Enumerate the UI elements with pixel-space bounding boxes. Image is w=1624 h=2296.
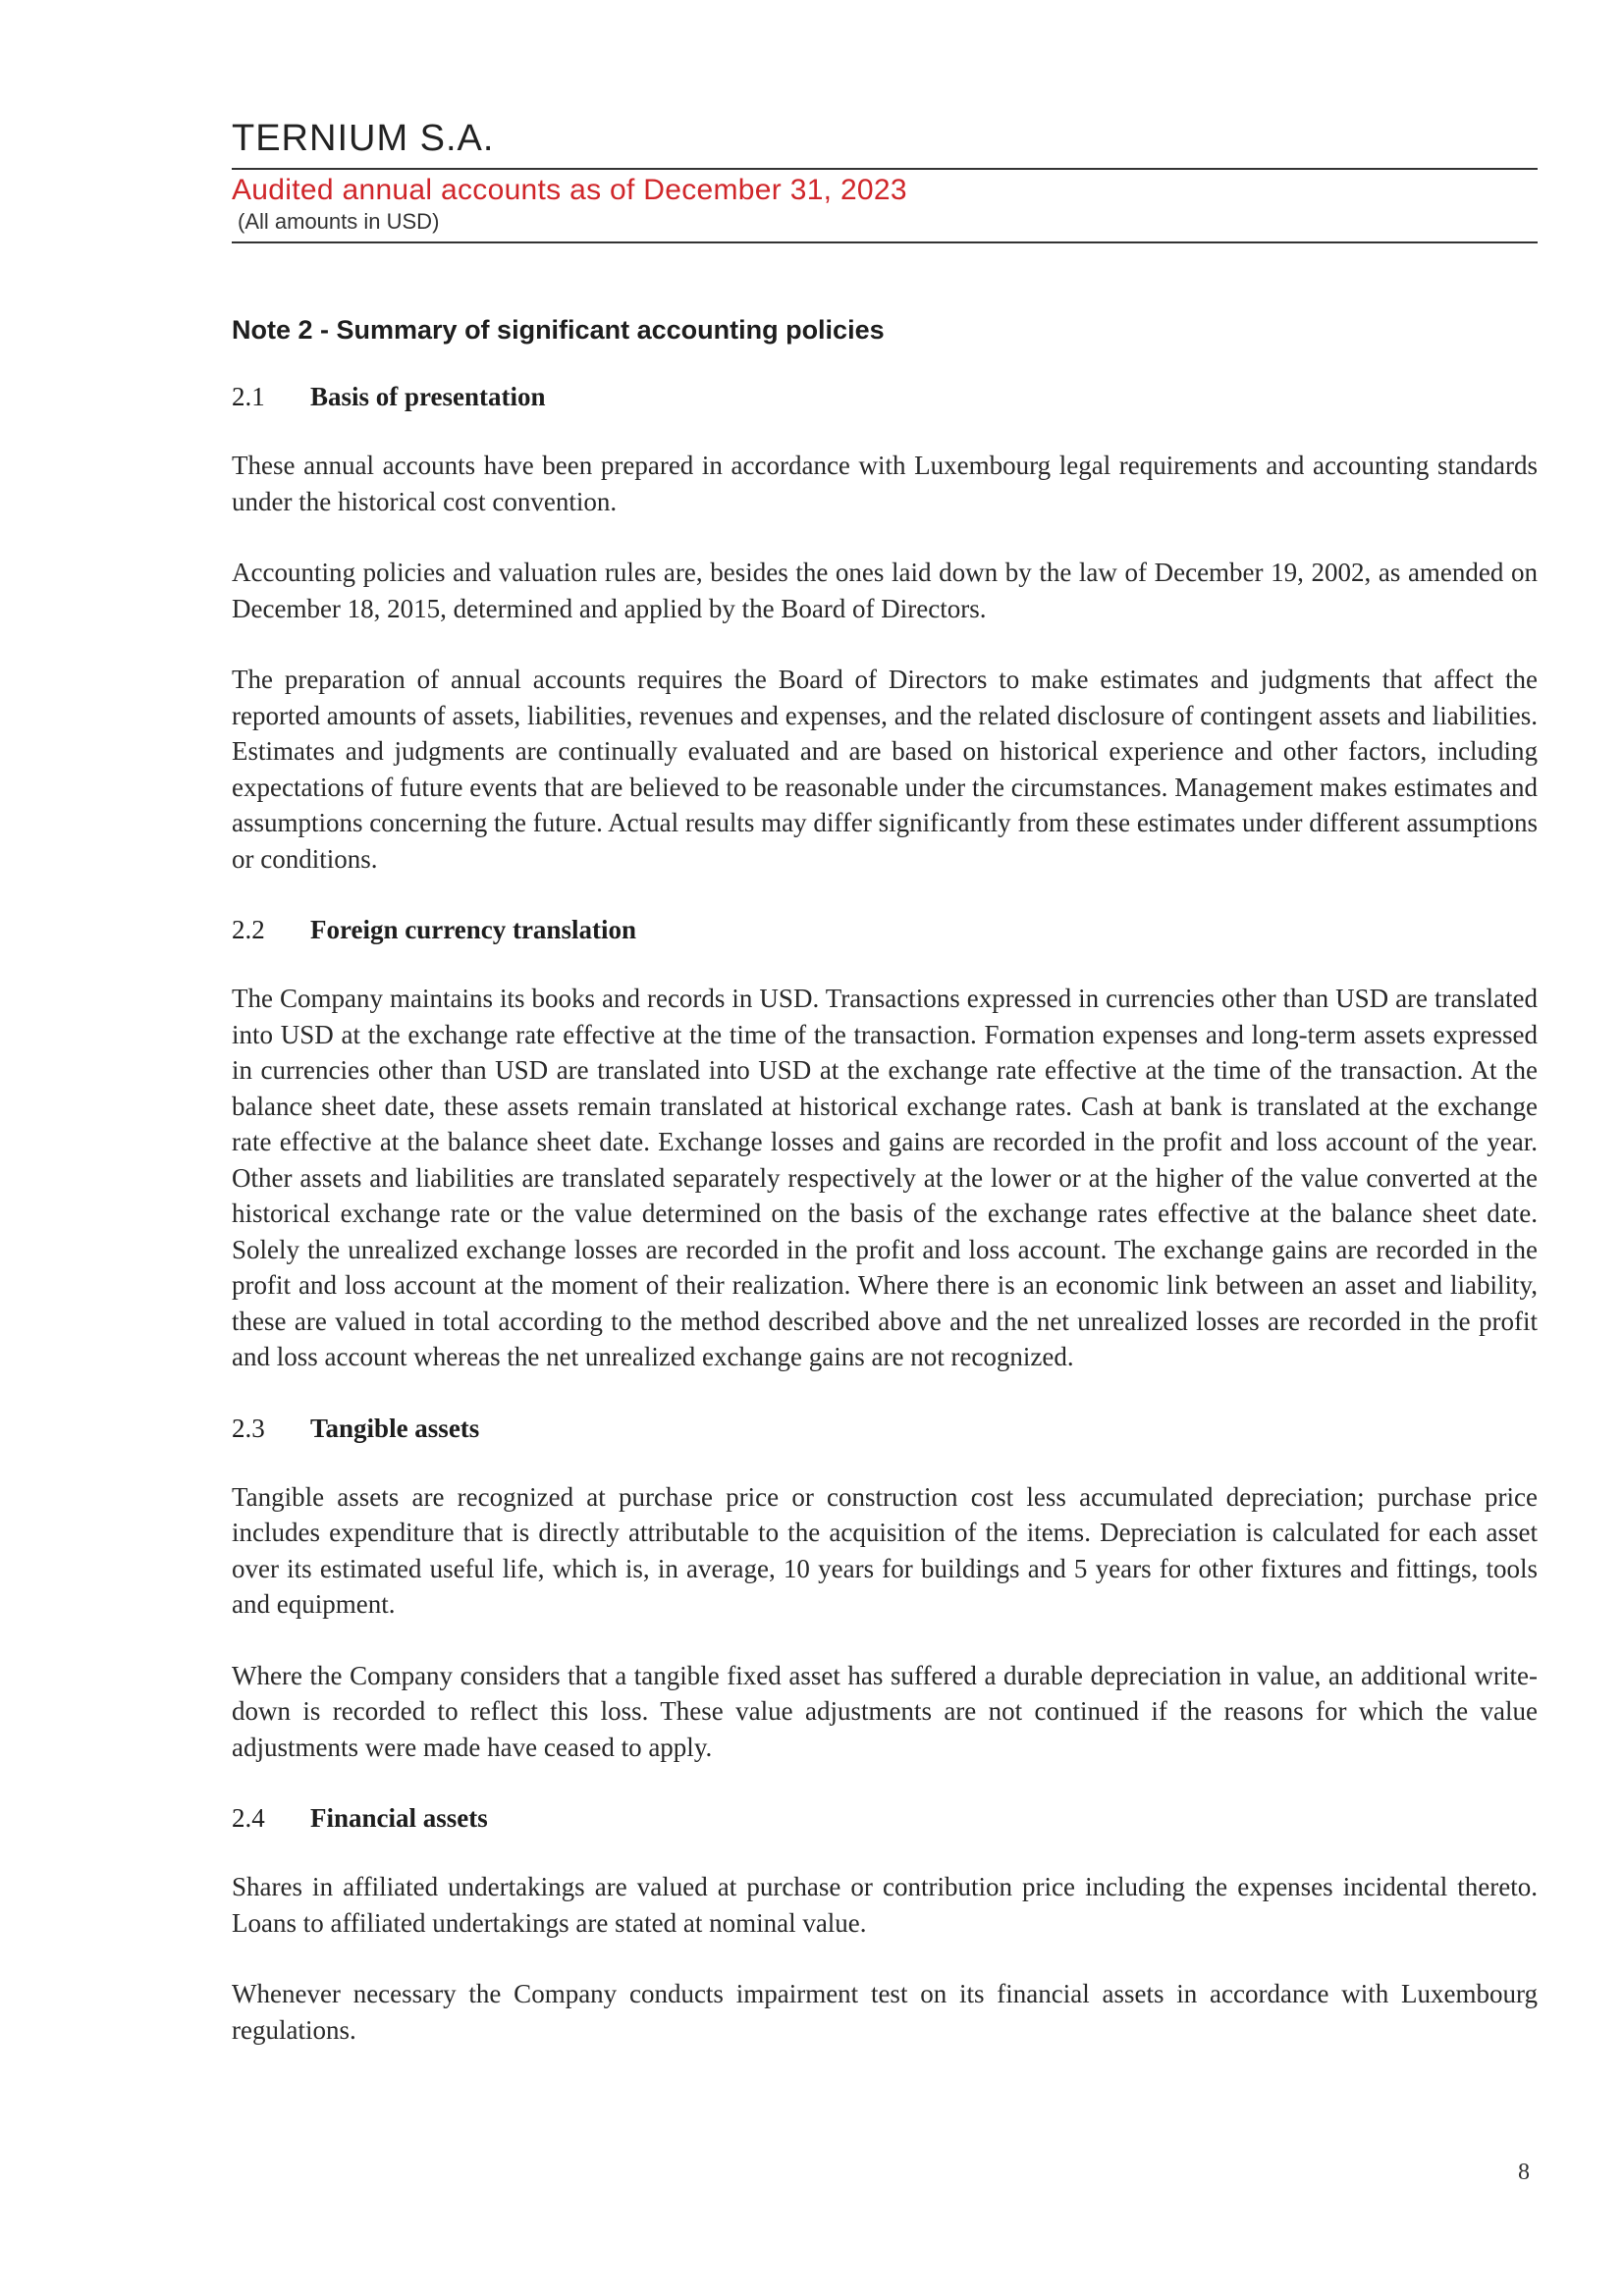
section-title: Basis of presentation <box>310 382 546 411</box>
section-heading <box>232 912 1538 947</box>
page-number: 8 <box>1518 2160 1530 2185</box>
section-tangible-assets <box>232 1411 1538 1766</box>
section-number: 2.1 <box>232 382 265 411</box>
section-heading <box>232 1800 1538 1836</box>
paragraph: Tangible assets are recognized at purchase price or construction cost less accumulated depreciation; purchase price includes expenditure that is directly attributable to the acquisition of the items. Depreciation is calculated for each asset over its estimated useful life, which is, in average, 10 years for buildings and 5 years for other fixtures and fittings, tools and equipment. <box>232 1481 1538 1619</box>
amounts-note: (All amounts in USD) <box>238 209 440 234</box>
paragraph: Where the Company considers that a tangible fixed asset has suffered a durable depreciation in value, an additional write-down is recorded to reflect this loss. These value adjustments are not continued if the reasons for which the value adjustments were made have ceased to apply. <box>232 1660 1538 1762</box>
section-basis-of-presentation <box>232 379 1538 877</box>
note-title: Note 2 - Summary of significant accounting policies <box>232 315 885 345</box>
section-number: 2.4 <box>232 1803 265 1833</box>
section-financial-assets <box>232 1800 1538 2048</box>
report-subtitle: Audited annual accounts as of December 31, 2023 <box>232 174 907 206</box>
paragraph: Shares in affiliated undertakings are valued at purchase or contribution price including the expenses incidental thereto. Loans to affiliated undertakings are stated at nominal value. <box>232 1872 1538 1938</box>
page-header <box>232 116 1538 161</box>
page-content <box>232 312 1538 2083</box>
paragraph: These annual accounts have been prepared in accordance with Luxembourg legal requirements and accounting standards under the historical cost convention. <box>232 451 1538 516</box>
section-title: Tangible assets <box>310 1413 480 1443</box>
section-heading <box>232 379 1538 414</box>
section-title: Foreign currency translation <box>310 915 636 944</box>
paragraph: Accounting policies and valuation rules are, besides the ones laid down by the law of December 19, 2002, as amended on December 18, 2015, determined and applied by the Board of Directors. <box>232 558 1538 623</box>
section-number: 2.3 <box>232 1413 265 1443</box>
paragraph: The preparation of annual accounts requires the Board of Directors to make estimates and judgments that affect the reported amounts of assets, liabilities, revenues and expenses, and the related disclosure of contingent assets and liabilities. Estimates and judgments are continually evaluated and are based on historical experience and other factors, including expectations of future events that are believed to be reasonable under the circumstances. Management makes estimates and assumptions concerning the future. Actual results may differ significantly from these estimates under different assumptions or conditions. <box>232 665 1538 874</box>
company-name: TERNIUM S.A. <box>232 118 495 159</box>
section-number: 2.2 <box>232 915 265 944</box>
header-rule-top <box>232 168 1538 170</box>
header-rule-bottom <box>232 241 1538 243</box>
section-foreign-currency-translation <box>232 912 1538 1375</box>
section-heading <box>232 1411 1538 1446</box>
paragraph: The Company maintains its books and records in USD. Transactions expressed in currencies other than USD are translated into USD at the exchange rate effective at the time of the transaction. Formation expenses and long-term assets expressed in currencies other than USD are translated into USD at the exchange rate effective at the time of the transaction. At the balance sheet date, these assets remain translated at historical exchange rates. Cash at bank is translated at the exchange rate effective at the balance sheet date. Exchange losses and gains are recorded in the profit and loss account of the year. Other assets and liabilities are translated separately respectively at the lower or at the higher of the value converted at the historical exchange rate or the value determined on the basis of the exchange rates effective at the balance sheet date. Solely the unrealized exchange losses are recorded in the profit and loss account. The exchange gains are recorded in the profit and loss account at the moment of their realization. Where there is an economic link between an asset and liability, these are valued in total according to the method described above and the net unrealized losses are recorded in the profit and loss account whereas the net unrealized exchange gains are not recognized. <box>232 984 1538 1371</box>
paragraph: Whenever necessary the Company conducts impairment test on its financial assets in accordance with Luxembourg regulations. <box>232 1979 1538 2045</box>
section-title: Financial assets <box>310 1803 488 1833</box>
